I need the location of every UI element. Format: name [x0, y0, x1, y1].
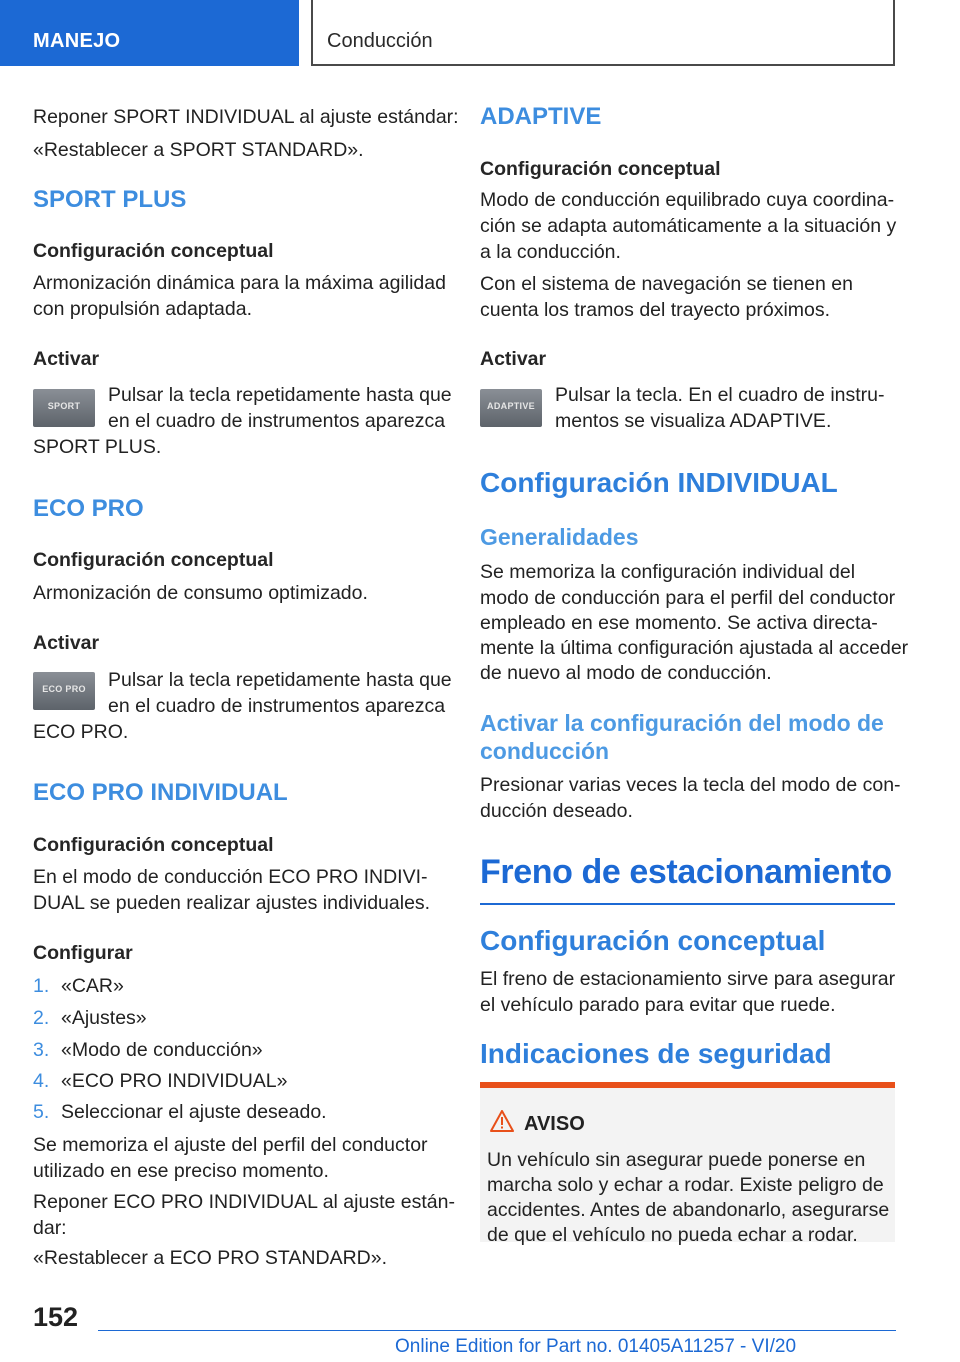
adaptive-heading: ADAPTIVE: [480, 103, 602, 130]
parking-concept-line-2: el vehículo parado para evitar que ruede.: [480, 994, 836, 1016]
adaptive-activate-line-2: mentos se visualiza ADAPTIVE.: [555, 410, 832, 432]
eco-pro-individual-concept-line-1: En el modo de conducción ECO PRO INDIVI-: [33, 866, 428, 888]
step-number: 3.: [33, 1039, 50, 1061]
step-text: «ECO PRO INDIVIDUAL»: [61, 1070, 288, 1092]
memo-line-1: Se memoriza el ajuste del perfil del conductor: [33, 1134, 428, 1156]
page-number: 152: [33, 1302, 79, 1332]
parking-concept-line-1: El freno de estacionamiento sirve para asegurar: [480, 968, 896, 990]
adaptive-activate-heading: Activar: [480, 348, 547, 370]
warning-line-2: marcha solo y echar a rodar. Existe peligro de: [487, 1174, 884, 1196]
adaptive-activate-line-1: Pulsar la tecla. En el cuadro de instru-: [555, 384, 885, 406]
sport-plus-activate-heading: Activar: [33, 348, 100, 370]
eco-pro-button-label: ECO PRO: [42, 684, 86, 694]
adaptive-concept-line-2: ción se adapta automáticamente a la situación y: [480, 215, 897, 237]
chapter-tab: [0, 0, 299, 66]
edition-text: Online Edition for Part no. 01405A11257 - VI/20: [395, 1336, 797, 1357]
step-text: «Ajustes»: [61, 1007, 147, 1029]
sport-button-label: SPORT: [47, 401, 81, 411]
eco-pro-button-image: [33, 672, 95, 710]
reset-eco-line-2: dar:: [33, 1217, 67, 1239]
sport-plus-concept-heading: Configuración conceptual: [33, 240, 274, 262]
warning-title: AVISO: [524, 1113, 585, 1135]
activate-mode-heading-line-1: Activar la configuración del modo de: [480, 710, 884, 736]
eco-pro-activate-line-1: Pulsar la tecla repetidamente hasta que: [108, 669, 452, 691]
warning-triangle-icon: [490, 1110, 514, 1132]
activate-mode-line-2: ducción deseado.: [480, 800, 633, 822]
sport-plus-concept-line-2: con propulsión adaptada.: [33, 298, 253, 320]
individual-heading: Configuración INDIVIDUAL: [480, 467, 838, 498]
general-line-5: de nuevo al modo de conducción.: [480, 662, 772, 684]
warning-line-1: Un vehículo sin asegurar puede ponerse en: [487, 1149, 866, 1171]
step-text: «Modo de conducción»: [61, 1039, 263, 1061]
sport-plus-activate-line-3: SPORT PLUS.: [33, 436, 162, 458]
warning-line-4: de que el vehículo no pueda echar a rodar.: [487, 1224, 858, 1246]
sport-plus-activate-line-1: Pulsar la tecla repetidamente hasta que: [108, 384, 452, 406]
general-heading: Generalidades: [480, 524, 639, 550]
sport-plus-concept-line-1: Armonización dinámica para la máxima agilidad: [33, 272, 446, 294]
adaptive-concept-line-3: a la conducción.: [480, 241, 621, 263]
memo-line-2: utilizado en ese preciso momento.: [33, 1160, 329, 1182]
sport-button-image: [33, 389, 95, 427]
step-number: 2.: [33, 1007, 50, 1029]
step-number: 4.: [33, 1070, 50, 1092]
general-line-1: Se memoriza la configuración individual del: [480, 561, 856, 583]
eco-pro-activate-line-3: ECO PRO.: [33, 721, 129, 743]
general-line-4: mente la última configuración ajustada al acceder: [480, 637, 909, 659]
reset-eco-line-3: «Restablecer a ECO PRO STANDARD».: [33, 1247, 387, 1269]
configure-heading: Configurar: [33, 942, 133, 964]
footer-divider: [98, 1330, 896, 1331]
step-text: Seleccionar el ajuste deseado.: [61, 1101, 327, 1123]
reset-eco-line-1: Reponer ECO PRO INDIVIDUAL al ajuste están-: [33, 1191, 455, 1213]
sport-plus-activate-line-2: en el cuadro de instrumentos aparezca: [108, 410, 446, 432]
section-title-box: [311, 0, 895, 66]
parking-brake-heading: Freno de estacionamiento: [480, 853, 892, 891]
reset-sport-line-1: Reponer SPORT INDIVIDUAL al ajuste estándar:: [33, 106, 459, 128]
adaptive-nav-line-1: Con el sistema de navegación se tienen en: [480, 273, 853, 295]
general-line-2: modo de conducción para el perfil del conductor: [480, 587, 896, 609]
step-number: 5.: [33, 1101, 50, 1123]
chapter-label: MANEJO: [33, 30, 121, 52]
eco-pro-individual-concept-line-2: DUAL se pueden realizar ajustes individuales.: [33, 892, 431, 914]
adaptive-button-label: ADAPTIVE: [487, 401, 535, 411]
activate-mode-heading-line-2: conducción: [480, 738, 610, 764]
adaptive-concept-heading: Configuración conceptual: [480, 158, 721, 180]
step-number: 1.: [33, 975, 50, 997]
warning-line-3: accidentes. Antes de abandonarlo, asegurarse: [487, 1199, 890, 1221]
safety-heading: Indicaciones de seguridad: [480, 1038, 832, 1069]
warning-box: [480, 1082, 895, 1246]
eco-pro-activate-line-2: en el cuadro de instrumentos aparezca: [108, 695, 446, 717]
eco-pro-individual-concept-heading: Configuración conceptual: [33, 834, 274, 856]
adaptive-nav-line-2: cuenta los tramos del trayecto próximos.: [480, 299, 831, 321]
eco-pro-concept-line-1: Armonización de consumo optimizado.: [33, 582, 368, 604]
parking-concept-heading: Configuración conceptual: [480, 925, 826, 956]
reset-sport-line-2: «Restablecer a SPORT STANDARD».: [33, 139, 364, 161]
eco-pro-heading: ECO PRO: [33, 495, 144, 522]
sport-plus-heading: SPORT PLUS: [33, 186, 187, 213]
adaptive-button-image: [480, 389, 542, 427]
eco-pro-activate-heading: Activar: [33, 632, 100, 654]
eco-pro-individual-heading: ECO PRO INDIVIDUAL: [33, 779, 288, 806]
general-line-3: empleado en ese momento. Se activa directa-: [480, 612, 878, 634]
adaptive-concept-line-1: Modo de conducción equilibrado cuya coordina-: [480, 189, 895, 211]
section-title: Conducción: [327, 30, 433, 52]
activate-mode-line-1: Presionar varias veces la tecla del modo de con-: [480, 774, 901, 796]
heading-divider: [480, 903, 895, 905]
step-text: «CAR»: [61, 975, 124, 997]
eco-pro-concept-heading: Configuración conceptual: [33, 549, 274, 571]
